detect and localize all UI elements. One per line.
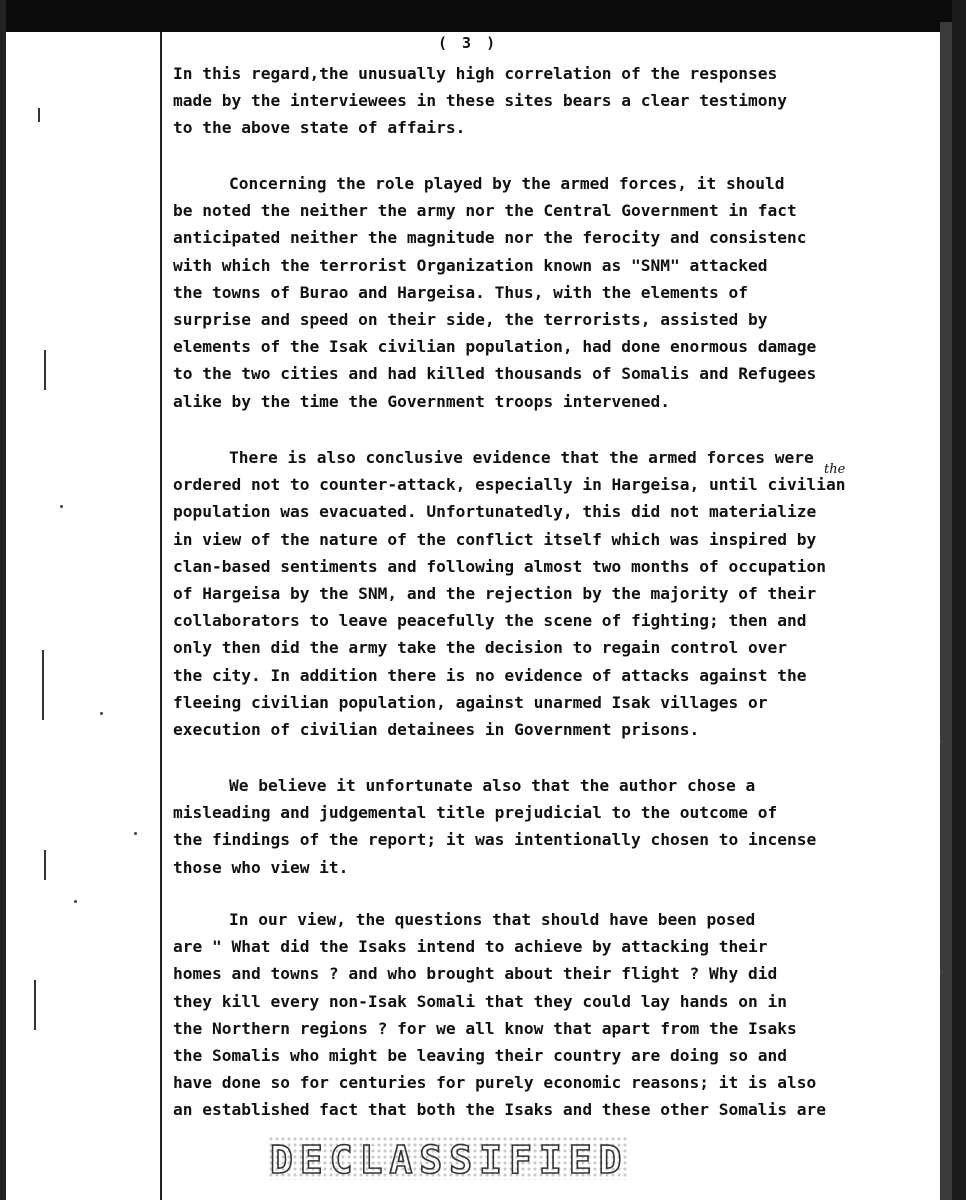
text-line: anticipated neither the magnitude nor the ferocity and consistenc bbox=[173, 228, 807, 248]
text-line: of Hargeisa by the SNM, and the rejection by the majority of their bbox=[173, 584, 817, 604]
margin-mark bbox=[34, 980, 36, 1030]
text-line: to the two cities and had killed thousands of Somalis and Refugees bbox=[173, 364, 817, 384]
text-line: fleeing civilian population, against unarmed Isak villages or bbox=[173, 692, 768, 712]
scan-speck bbox=[940, 970, 943, 973]
paragraph-3 bbox=[173, 444, 845, 743]
scan-right-shadow bbox=[940, 22, 952, 1200]
text-line: made by the interviewees in these sites bears a clear testimony bbox=[173, 91, 787, 111]
scan-right-border bbox=[952, 0, 966, 1200]
scan-top-border bbox=[0, 0, 966, 32]
text-line: an established fact that both the Isaks and these other Somalis are bbox=[173, 1100, 826, 1120]
declassified-stamp: DECLASSIFIED bbox=[270, 1138, 629, 1182]
text-line: alike by the time the Government troops intervened. bbox=[173, 391, 671, 411]
text-line: There is also conclusive evidence that the armed forces were bbox=[229, 448, 814, 467]
paragraph-4 bbox=[173, 772, 816, 881]
scan-speck bbox=[940, 740, 943, 743]
text-line: elements of the Isak civilian population, had done enormous damage bbox=[173, 337, 817, 357]
text-line: those who view it. bbox=[173, 857, 349, 877]
text-line: they kill every non-Isak Somali that they could lay hands on in bbox=[173, 991, 787, 1011]
text-line: Concerning the role played by the armed forces, it should bbox=[229, 174, 785, 193]
text-line: the towns of Burao and Hargeisa. Thus, with the elements of bbox=[173, 282, 748, 302]
scan-speck bbox=[60, 505, 63, 508]
scan-speck bbox=[100, 712, 103, 715]
text-line: misleading and judgemental title prejudicial to the outcome of bbox=[173, 803, 778, 823]
scan-left-border bbox=[0, 0, 6, 1200]
text-line: with which the terrorist Organization known as "SNM" attacked bbox=[173, 255, 768, 275]
scan-speck bbox=[134, 832, 137, 835]
handwritten-insert: the bbox=[824, 462, 846, 477]
text-line: clan-based sentiments and following almost two months of occupation bbox=[173, 556, 826, 576]
text-line: be noted the neither the army nor the Central Government in fact bbox=[173, 201, 797, 221]
margin-mark bbox=[38, 108, 40, 122]
text-line: the findings of the report; it was intentionally chosen to incense bbox=[173, 830, 817, 850]
text-line: ordered not to counter-attack, especially in Hargeisa, until civilian bbox=[173, 475, 846, 495]
margin-mark bbox=[44, 350, 46, 390]
text-line: the city. In addition there is no evidence of attacks against the bbox=[173, 665, 807, 685]
text-line: are " What did the Isaks intend to achieve by attacking their bbox=[173, 937, 768, 957]
text-line: execution of civilian detainees in Government prisons. bbox=[173, 720, 700, 740]
text-line: only then did the army take the decision to regain control over bbox=[173, 638, 787, 658]
text-line: In this regard,the unusually high correlation of the responses bbox=[173, 64, 778, 83]
scan-speck bbox=[74, 900, 77, 903]
text-line: surprise and speed on their side, the terrorists, assisted by bbox=[173, 310, 768, 330]
text-line: population was evacuated. Unfortunatedly, this did not materialize bbox=[173, 502, 817, 522]
margin-mark bbox=[42, 650, 44, 720]
text-line: We believe it unfortunate also that the author chose a bbox=[229, 776, 756, 795]
text-line: In our view, the questions that should have been posed bbox=[229, 910, 756, 929]
paragraph-1 bbox=[173, 60, 787, 142]
margin-mark bbox=[44, 850, 46, 880]
paragraph-5 bbox=[173, 906, 826, 1124]
text-line: the Northern regions ? for we all know that apart from the Isaks bbox=[173, 1018, 797, 1038]
text-line: collaborators to leave peacefully the scene of fighting; then and bbox=[173, 611, 807, 631]
text-line: in view of the nature of the conflict itself which was inspired by bbox=[173, 529, 817, 549]
text-line: the Somalis who might be leaving their country are doing so and bbox=[173, 1046, 787, 1066]
margin-rule bbox=[160, 32, 162, 1200]
text-line: have done so for centuries for purely economic reasons; it is also bbox=[173, 1073, 817, 1093]
text-line: to the above state of affairs. bbox=[173, 118, 466, 138]
paragraph-2 bbox=[173, 170, 816, 415]
page-number: ( 3 ) bbox=[438, 34, 499, 52]
text-line: homes and towns ? and who brought about their flight ? Why did bbox=[173, 964, 778, 984]
